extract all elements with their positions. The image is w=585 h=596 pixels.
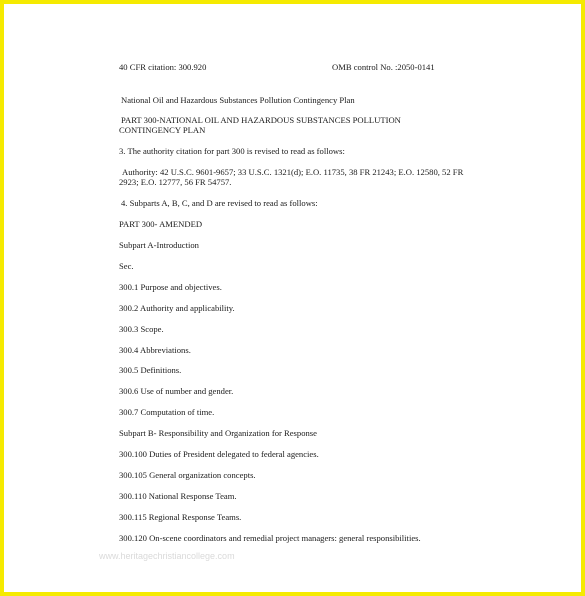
section-item: 300.100 Duties of President delegated to federal agencies. <box>119 449 319 459</box>
part-amended: PART 300- AMENDED <box>119 219 203 229</box>
document-page <box>4 4 581 592</box>
cfr-citation: 40 CFR citation: 300.920 <box>119 62 207 72</box>
subpart-b-heading: Subpart B- Responsibility and Organization for Response <box>119 428 317 438</box>
section-item: 300.1 Purpose and objectives. <box>119 282 222 292</box>
section-item: 300.3 Scope. <box>119 324 164 334</box>
omb-control-number: OMB control No. :2050-0141 <box>332 62 435 72</box>
plan-title: National Oil and Hazardous Substances Pollution Contingency Plan <box>121 95 355 105</box>
subpart-a-heading: Subpart A-Introduction <box>119 240 199 250</box>
section-item: 300.4 Abbreviations. <box>119 345 191 355</box>
section-item: 300.7 Computation of time. <box>119 407 215 417</box>
section-item: 300.115 Regional Response Teams. <box>119 512 242 522</box>
subparts-intro: 4. Subparts A, B, C, and D are revised to read as follows: <box>121 198 318 208</box>
section-item: 300.105 General organization concepts. <box>119 470 256 480</box>
authority-intro: 3. The authority citation for part 300 is revised to read as follows: <box>119 146 345 156</box>
authority-line-1: Authority: 42 U.S.C. 9601-9657; 33 U.S.C. 1321(d); E.O. 11735, 38 FR 21243; E.O. 12580, 52 FR <box>122 167 464 177</box>
part-heading-line-1: PART 300-NATIONAL OIL AND HAZARDOUS SUBSTANCES POLLUTION <box>121 115 401 125</box>
sec-label: Sec. <box>119 261 134 271</box>
part-heading-line-2: CONTINGENCY PLAN <box>119 125 206 135</box>
section-item: 300.5 Definitions. <box>119 365 182 375</box>
watermark: www.heritagechristiancollege.com <box>99 551 235 561</box>
section-item: 300.110 National Response Team. <box>119 491 237 501</box>
section-item: 300.6 Use of number and gender. <box>119 386 234 396</box>
section-item: 300.120 On-scene coordinators and remedial project managers: general responsibilities. <box>119 533 421 543</box>
section-item: 300.2 Authority and applicability. <box>119 303 235 313</box>
authority-line-2: 2923; E.O. 12777, 56 FR 54757. <box>119 177 232 187</box>
